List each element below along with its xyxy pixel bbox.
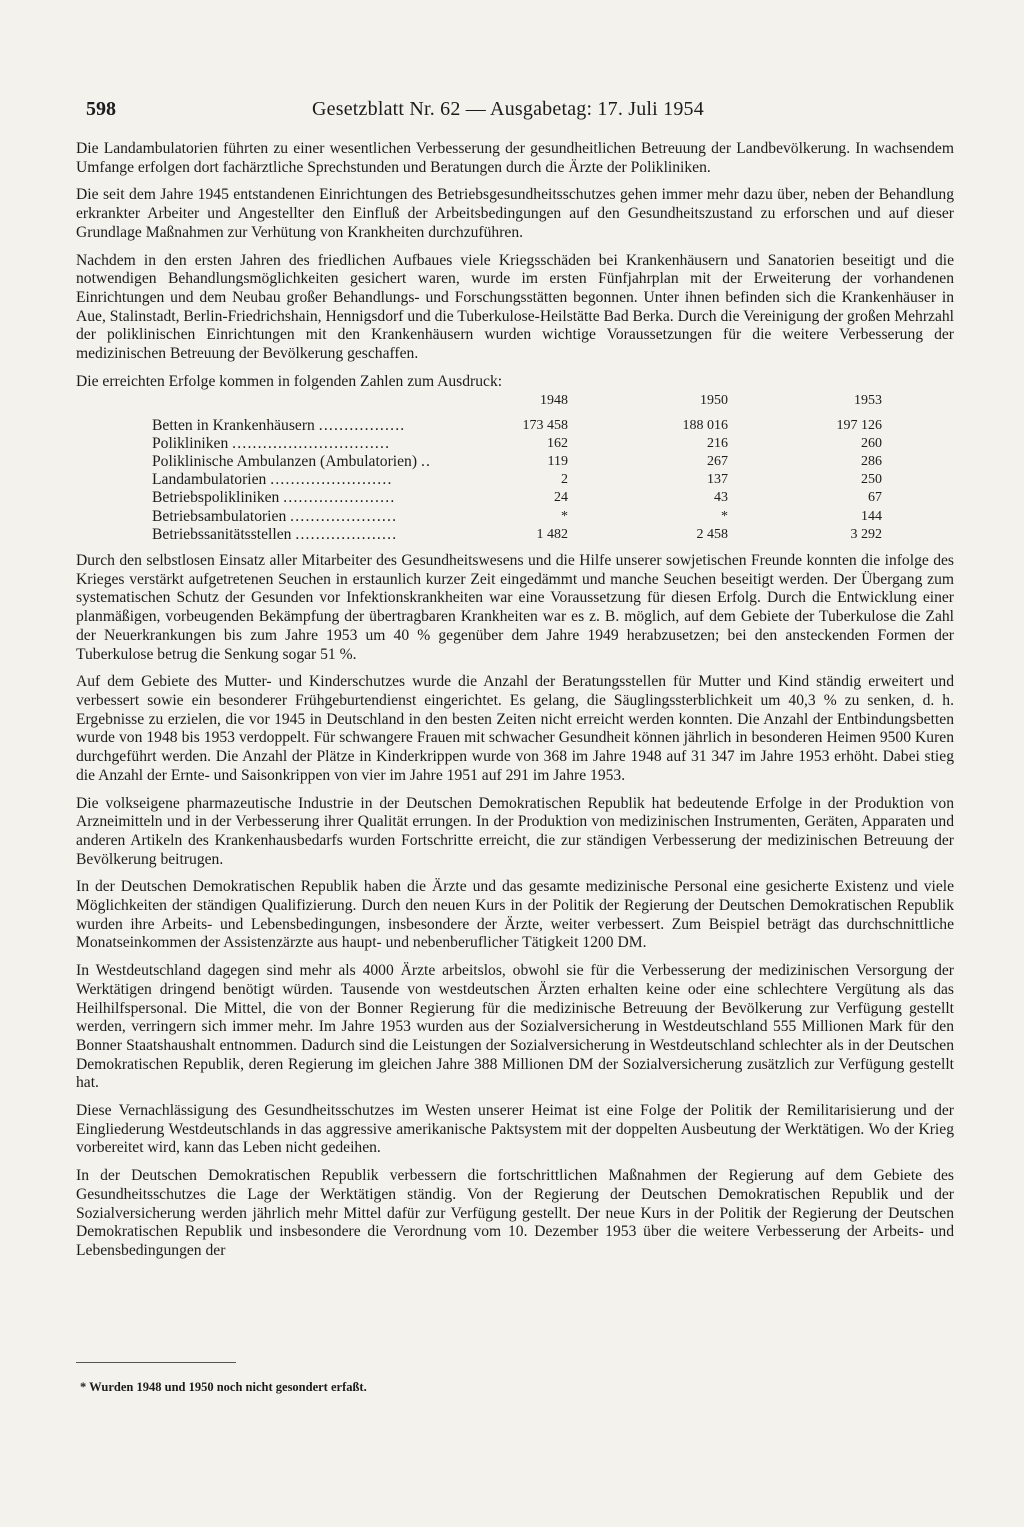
paragraph: Auf dem Gebiete des Mutter- und Kinderschutzes wurde die Anzahl der Beratungsstellen für Mutter und Kind ständig erweitert und verbessert sowie ein besonderer Frühgeburtendienst eingerichtet. Es gelang, die Säuglingssterblichkeit um 40,3 % zu senken, d. h. Ergebnisse zu erzielen, die vor 1945 in Deutschland in den besten Zeiten nicht erreicht werden konnten. Die Anzahl der Entbindungsbetten wurde von 1948 bis 1953 verdoppelt. Für schwangere Frauen mit schwacher Gesundheit können jährlich in besonderen Heimen 9500 Kuren durchgeführt werden. Die Anzahl der Plätze in Kinderkrippen wurde von 368 im Jahre 1948 auf 31 347 im Jahre 1953 erhöht. Dabei stieg die Anzahl der Ernte- und Saisonkrippen von vier im Jahre 1951 auf 291 im Jahre 1953. <box>76 673 954 784</box>
paragraph: Die volkseigene pharmazeutische Industrie in der Deutschen Demokratischen Republik hat bedeutende Erfolge in der Produktion von Arzneimitteln und in der Verbesserung ihrer Qualität errungen. In der Produktion von medizinischen Instrumenten, Geräten, Apparaten und anderen Artikeln des Krankenhausbedarfs wurden Fortschritte erreicht, die zur ständigen Verbesserung der medizinischen Betreuung der Bevölkerung beitrugen. <box>76 794 954 868</box>
table-row: Betriebspolikliniken ...................... 24 43 67 <box>152 489 882 507</box>
table-cell: 137 <box>707 472 728 488</box>
paragraph: Die Landambulatorien führten zu einer wesentlichen Verbesserung der gesundheitlichen Betreuung der Landbevölkerung. In wachsendem Umfange erfolgen dort fachärztliche Sprechstunden und Beratungen durch die Ärzte der Polikliniken. <box>76 140 954 176</box>
page-header <box>86 98 954 128</box>
table-cell: 267 <box>707 454 728 470</box>
table-row: Poliklinische Ambulanzen (Ambulatorien) .. 119 267 286 <box>152 453 882 471</box>
row-label: Betriebspolikliniken <box>152 489 280 507</box>
table-cell: 162 <box>547 435 568 451</box>
footnote-divider <box>76 1362 236 1363</box>
paragraph: In Westdeutschland dagegen sind mehr als 4000 Ärzte arbeitslos, obwohl sie für die Verbesserung der medizinischen Versorgung der Werktätigen dringend benötigt würden. Tausende von westdeutschen Ärzten erhalten keine oder eine schlechtere Vergütung als das Heilhilfspersonal. Die Mittel, die von der Bonner Regierung für die medizinische Betreuung der Bevölkerung zur Verfügung gestellt werden, verringern sich immer mehr. Im Jahre 1953 wurden aus der Sozialversicherung in Westdeutschland 555 Millionen Mark für den Bonner Staatshaushalt entnommen. Dadurch sind die Leistungen der Sozialversicherung in Westdeutschland schlechter als in der Deutschen Demokratischen Republik, deren Regierung im gleichen Jahre 388 Millionen DM der Sozialversicherung zusätzlich zur Verfügung gestellt hat. <box>76 962 954 1092</box>
row-label: Betten in Krankenhäusern <box>152 416 315 434</box>
table-row: Betriebsambulatorien ..................... * * 144 <box>152 507 882 525</box>
table-cell: 1 482 <box>536 526 568 542</box>
row-label: Betriebsambulatorien <box>152 507 287 525</box>
paragraph: In der Deutschen Demokratischen Republik verbessern die fortschrittlichen Maßnahmen der Regierung auf dem Gebiete des Gesundheitsschutzes die Lage der Werktätigen ständig. Von der Regierung der Deutschen Demokratischen Republik und der Sozialversicherung werden jährlich mehr Mittel dafür zur Verfügung gestellt. Der neue Kurs in der Politik der Regierung der Deutschen Demokratischen Republik und insbesondere die Verordnung vom 10. Dezember 1953 über die weitere Verbesserung der Arbeits- und Lebensbedingungen der <box>76 1167 954 1259</box>
document-body <box>76 140 954 1270</box>
table-cell: 144 <box>861 508 882 524</box>
table-cell: 188 016 <box>682 417 728 433</box>
year-header: 1950 <box>700 393 728 409</box>
table-cell: * <box>721 508 728 524</box>
paragraph: Diese Vernachlässigung des Gesundheitsschutzes im Westen unserer Heimat ist eine Folge der Politik der Remilitarisierung und der Eingliederung Westdeutschlands in das aggressive amerikanische Paktsystem mit der doppelten Ausbeutung der Werktätigen. Wo der Krieg vorbereitet wird, kann das Leben nicht gedeihen. <box>76 1102 954 1157</box>
year-header: 1953 <box>854 393 882 409</box>
page-number: 598 <box>86 98 116 120</box>
row-label: Poliklinische Ambulanzen (Ambulatorien) <box>152 453 418 471</box>
table-cell: 250 <box>861 472 882 488</box>
table-cell: 43 <box>714 490 728 506</box>
row-label: Polikliniken <box>152 434 229 452</box>
row-label: Landambulatorien <box>152 471 267 489</box>
year-header: 1948 <box>540 393 568 409</box>
table-cell: 173 458 <box>522 417 568 433</box>
table-intro: Die erreichten Erfolge kommen in folgenden Zahlen zum Ausdruck: <box>76 372 503 390</box>
header-title: Gesetzblatt Nr. 62 — Ausgabetag: 17. Juli 1954 <box>312 98 704 120</box>
paragraph: Durch den selbstlosen Einsatz aller Mitarbeiter des Gesundheitswesens und die Hilfe unserer sowjetischen Freunde konnten die infolge des Krieges verstärkt aufgetretenen Seuchen in erstaunlich kurzer Zeit eingedämmt und manche Seuchen beseitigt werden. Der Übergang zum systematischen Schutz der Gesunden vor Infektionskrankheiten war eine Voraussetzung für diesen Erfolg. Durch die Entwicklung einer planmäßigen, vorbeugenden Bekämpfung der übertragbaren Krankheiten war es z. B. möglich, auf dem Gebiete der Tuberkulose die Zahl der Neuerkrankungen bis zum Jahre 1953 um 40 % gegenüber dem Jahre 1949 herabzusetzen; bei den ansteckenden Formen der Tuberkulose betrug die Senkung sogar 51 %. <box>76 552 954 663</box>
footnote: * Wurden 1948 und 1950 noch nicht gesondert erfaßt. <box>80 1380 367 1394</box>
table-cell: 2 458 <box>696 526 728 542</box>
table-cell: 67 <box>868 490 882 506</box>
table-row: Polikliniken ............................... 162 216 260 <box>152 434 882 452</box>
table-cell: * <box>561 508 568 524</box>
table-cell: 197 126 <box>836 417 882 433</box>
row-label: Betriebssanitätsstellen <box>152 525 292 543</box>
table-cell: 2 <box>561 472 568 488</box>
table-cell: 3 292 <box>850 526 882 542</box>
paragraph: In der Deutschen Demokratischen Republik haben die Ärzte und das gesamte medizinische Personal eine gesicherte Existenz und viele Möglichkeiten der ständigen Qualifizierung. Durch den neuen Kurs in der Politik der Regierung der Deutschen Demokratischen Republik wurden ihre Arbeits- und Lebensbedingungen, insbesondere der Ärzte, weiter verbessert. Zum Beispiel beträgt das durchschnittliche Monatseinkommen der Assistenzärzte aus haupt- und nebenberuflicher Tätigkeit 1200 DM. <box>76 878 954 952</box>
table-cell: 216 <box>707 435 728 451</box>
table-row: Landambulatorien ........................ 2 137 250 <box>152 471 882 489</box>
table-row: Betten in Krankenhäusern ................. 173 458 188 016 197 126 <box>152 416 882 434</box>
paragraph: Nachdem in den ersten Jahren des friedlichen Aufbaues viele Kriegsschäden bei Krankenhäusern und Sanatorien beseitigt und die notwendigen Behandlungsmöglichkeiten gesichert waren, wurde im ersten Fünfjahrplan mit der Erweiterung der vorhandenen Einrichtungen und dem Neubau großer Behandlungs- und Forschungsstätten begonnen. Unter ihnen befinden sich die Krankenhäuser in Aue, Stalinstadt, Berlin-Friedrichshain, Hennigsdorf und die Tuberkulose-Heilstätte Bad Berka. Durch die Vereinigung der großen Mehrzahl der poliklinischen Einrichtungen mit den Krankenhäusern wurden wichtige Voraussetzungen für die weitere Verbesserung der medizinischen Betreuung der Bevölkerung geschaffen. <box>76 251 954 363</box>
table-cell: 119 <box>547 454 568 470</box>
table-cell: 260 <box>861 435 882 451</box>
paragraph: Die seit dem Jahre 1945 entstandenen Einrichtungen des Betriebsgesundheitsschutzes gehen immer mehr dazu über, neben der Behandlung erkrankter Arbeiter und Angestellter den Einfluß der Arbeitsbedingungen auf den Gesundheitszustand zu erforschen und auf dieser Grundlage Maßnahmen zur Verhütung von Krankheiten durchzuführen. <box>76 186 954 241</box>
table-row: Betriebssanitätsstellen .................... 1 482 2 458 3 292 <box>152 525 882 543</box>
statistics-table <box>152 392 882 544</box>
table-cell: 24 <box>554 490 568 506</box>
table-header-row <box>152 392 882 416</box>
table-cell: 286 <box>861 454 882 470</box>
